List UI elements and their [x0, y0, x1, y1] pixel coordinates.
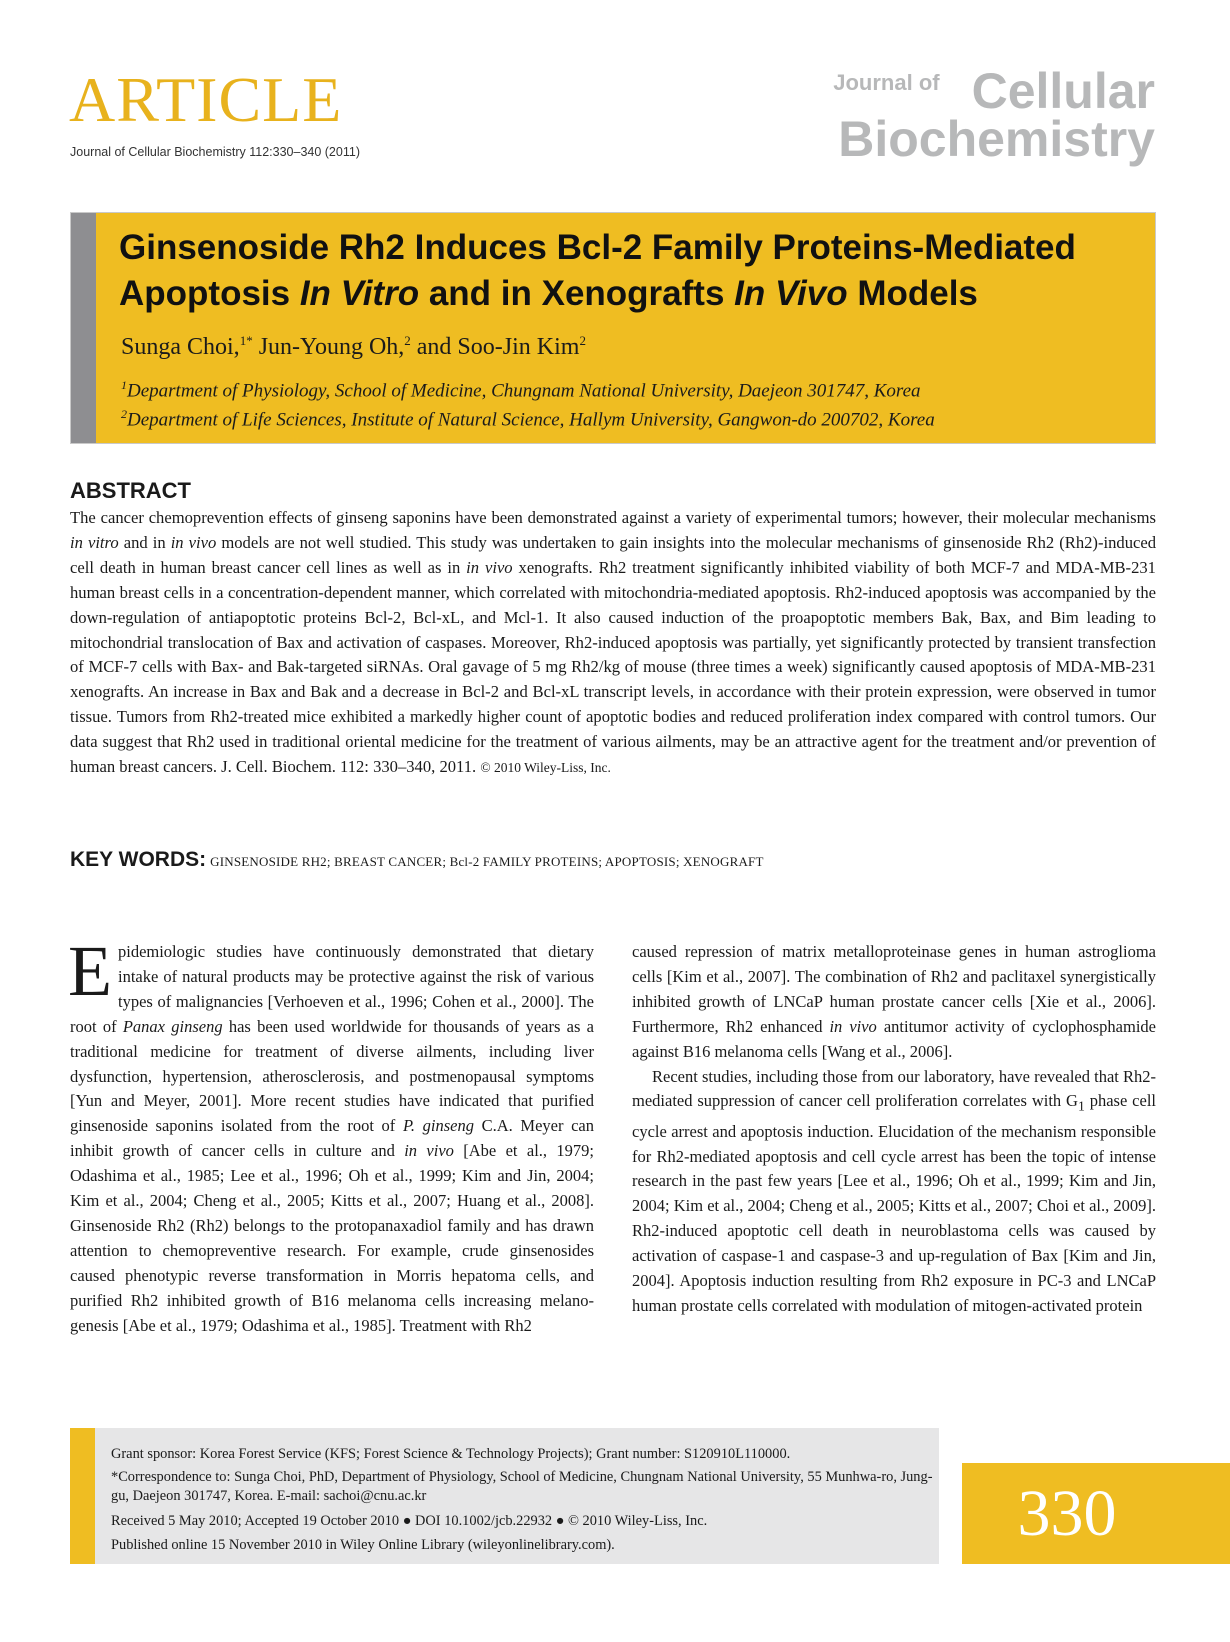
grant-sponsor: Grant sponsor: Korea Forest Service (KFS; Forest Science & Technology Projects); Grant number: S120910L110000.	[111, 1446, 791, 1462]
keywords-list: GINSENOSIDE RH2; BREAST CANCER; Bcl-2 FAMILY PROTEINS; APOPTOSIS; XENOGRAFT	[210, 854, 764, 869]
title-box	[70, 212, 1156, 444]
paper-title: Ginsenoside Rh2 Induces Bcl-2 Family Proteins-Mediated Apoptosis In Vitro and in Xenografts In Vivo Models	[119, 228, 1076, 313]
journal-citation: Journal of Cellular Biochemistry 112:330–340 (2011)	[70, 145, 360, 159]
drop-cap: E	[68, 931, 112, 1011]
author: and Soo-Jin Kim	[410, 334, 580, 360]
title-accent-bar	[71, 213, 96, 443]
abstract-heading: ABSTRACT	[70, 478, 191, 503]
body-column-left	[68, 931, 594, 1339]
article-label: ARTICLE	[69, 64, 343, 135]
journal-logo-line1: Cellular	[971, 63, 1155, 119]
abstract-copyright: © 2010 Wiley-Liss, Inc.	[480, 760, 611, 776]
affiliation: $^1$Department of Physiology, School of Medicine, Chungnam National University, Daejeon 301747, Korea	[121, 378, 921, 402]
footer-notes	[95, 1428, 939, 1564]
correspondence: *Correspondence to: Sunga Choi, PhD, Department of Physiology, School of Medicine, Chungnam National University, 55 Munhwa-ro, Jung-gu, Daejeon 301747, Korea. E-mail: sachoi@cnu.ac.kr	[111, 1469, 933, 1504]
author: Sunga Choi,	[121, 334, 240, 360]
footer-accent-bar	[70, 1428, 95, 1564]
received-info: Received 5 May 2010; Accepted 19 October 2010 ● DOI 10.1002/jcb.22932 ● © 2010 Wiley-Liss, Inc.	[111, 1513, 708, 1529]
page-number: 330	[1017, 1477, 1117, 1550]
body-column-right	[632, 940, 1156, 1319]
keywords-label: KEY WORDS:	[70, 848, 207, 871]
body-paragraph: Epidemiologic studies have continuously demonstrated that dietary intake of natural products may be protective against the risk of various types of malignancies [Verhoeven et al., 1996; Cohen et al., 2000]. The root of Panax ginseng has been used worldwide for thousands of years as a traditional medicine for treatment of diverse ailments, including liver dysfunction, hypertension, atherosclerosis, and postmenopausal symptoms [Yun and Meyer, 2001]. More recent studies have indicated that purified ginsenoside saponins isolated from the root of P. ginseng C.A. Meyer can inhibit growth of cancer cells in culture and in vivo [Abe et al., 1979; Odashima et al., 1985; Lee et al., 1996; Oh et al., 1999; Kim and Jin, 2004; Kim et al., 2004; Cheng et al., 2005; Kitts et al., 2007; Huang et al., 2008]. Ginsenoside Rh2 (Rh2) belongs to the protopanaxadiol family and has drawn attention to chemopreventive research. For example, crude ginsenosides caused phenotypic reverse transformation in Morris hepatoma cells, and purified Rh2 inhibited growth of B16 melanoma cells increasing melanogenesis [Abe et al., 1979; Odashima et al., 1985]. Treatment with Rh2	[68, 931, 594, 1335]
author-list: Sunga Choi,$^{1*}$ Jun-Young Oh,$^2$ and Soo-Jin Kim$^2$	[121, 333, 586, 360]
affiliation: $^2$Department of Life Sciences, Institute of Natural Science, Hallym University, Gangwon-do 200702, Korea	[121, 407, 935, 431]
page-number-box	[962, 1463, 1230, 1564]
published-info: Published online 15 November 2010 in Wiley Online Library (wileyonlinelibrary.com).	[111, 1537, 615, 1553]
body-paragraph: Recent studies, including those from our laboratory, have revealed that Rh2-mediated suppression of cancer cell proliferation correlates with $G_1$ phase cell cycle arrest and apoptosis induction. Elucidation of the mechanism responsible for Rh2-mediated apoptosis and cell cycle arrest has been the topic of intense research in the past few years [Lee et al., 1996; Oh et al., 1999; Kim and Jin, 2004; Kim et al., 2004; Cheng et al., 2005; Kitts et al., 2007; Choi et al., 2009]. Rh2-induced apoptotic cell death in neuroblastoma cells was caused by activation of caspase-1 and caspase-3 and up-regulation of Bax [Kim and Jin, 2004]. Apoptosis induction resulting from Rh2 exposure in PC-3 and LNCaP human prostate cells correlated with modulation of mitogen-activated protein	[632, 1066, 1156, 1315]
journal-logo-line2: Biochemistry	[838, 111, 1155, 167]
keywords	[70, 848, 1156, 872]
journal-logo-prefix: Journal of	[833, 70, 940, 95]
abstract-text: The cancer chemoprevention effects of ginseng saponins have been demonstrated against a variety of experimental tumors; however, their molecular mechanisms in vitro and in in vivo models are not well studied. This study was undertaken to gain insights into the molecular mechanisms of ginsenoside Rh2 (Rh2)-induced cell death in human breast cancer cell lines as well as in in vivo xenografts. Rh2 treatment significantly inhibited viability of both MCF-7 and MDA-MB-231 human breast cells in a concentration-dependent manner, which correlated with mitochondria-mediated apoptosis. Rh2-induced apoptosis was accompanied by the down-regulation of antiapoptotic proteins Bcl-2, Bcl-xL, and Mcl-1. It also caused induction of the proapoptotic members Bak, Bax, and Bim leading to mitochondrial translocation of Bax and activation of caspases. Moreover, Rh2-induced apoptosis was partially, yet significantly protected by transient transfection of MCF-7 cells with Bax- and Bak-targeted siRNAs. Oral gavage of 5 mg Rh2/kg of mouse (three times a week) significantly caused apoptosis of MDA-MB-231 xenografts. An increase in Bax and Bak and a decrease in Bcl-2 and Bcl-xL transcript levels, in accordance with their protein expression, were observed in tumor tissue. Tumors from Rh2-treated mice exhibited a markedly higher count of apoptotic bodies and reduced proliferation index compared with control tumors. Our data suggest that Rh2 used in traditional oriental medicine for the treatment of various ailments, may be an attractive agent for the treatment and/or prevention of human breast cancers. J. Cell. Biochem. 112: 330–340, 2011. © 2010 Wiley-Liss, Inc.	[70, 508, 1157, 777]
body-paragraph: caused repression of matrix metalloproteinase genes in human astroglioma cells [Kim et al., 2007]. The combination of Rh2 and paclitaxel synergistically inhibited growth of LNCaP human prostate cancer cells [Xie et al., 2006]. Furthermore, Rh2 enhanced in vivo antitumor activity of cyclophosphamide against B16 melanoma cells [Wang et al., 2006].	[632, 942, 1156, 1061]
author: Jun-Young Oh,	[252, 334, 405, 360]
journal-logo	[833, 63, 1155, 167]
